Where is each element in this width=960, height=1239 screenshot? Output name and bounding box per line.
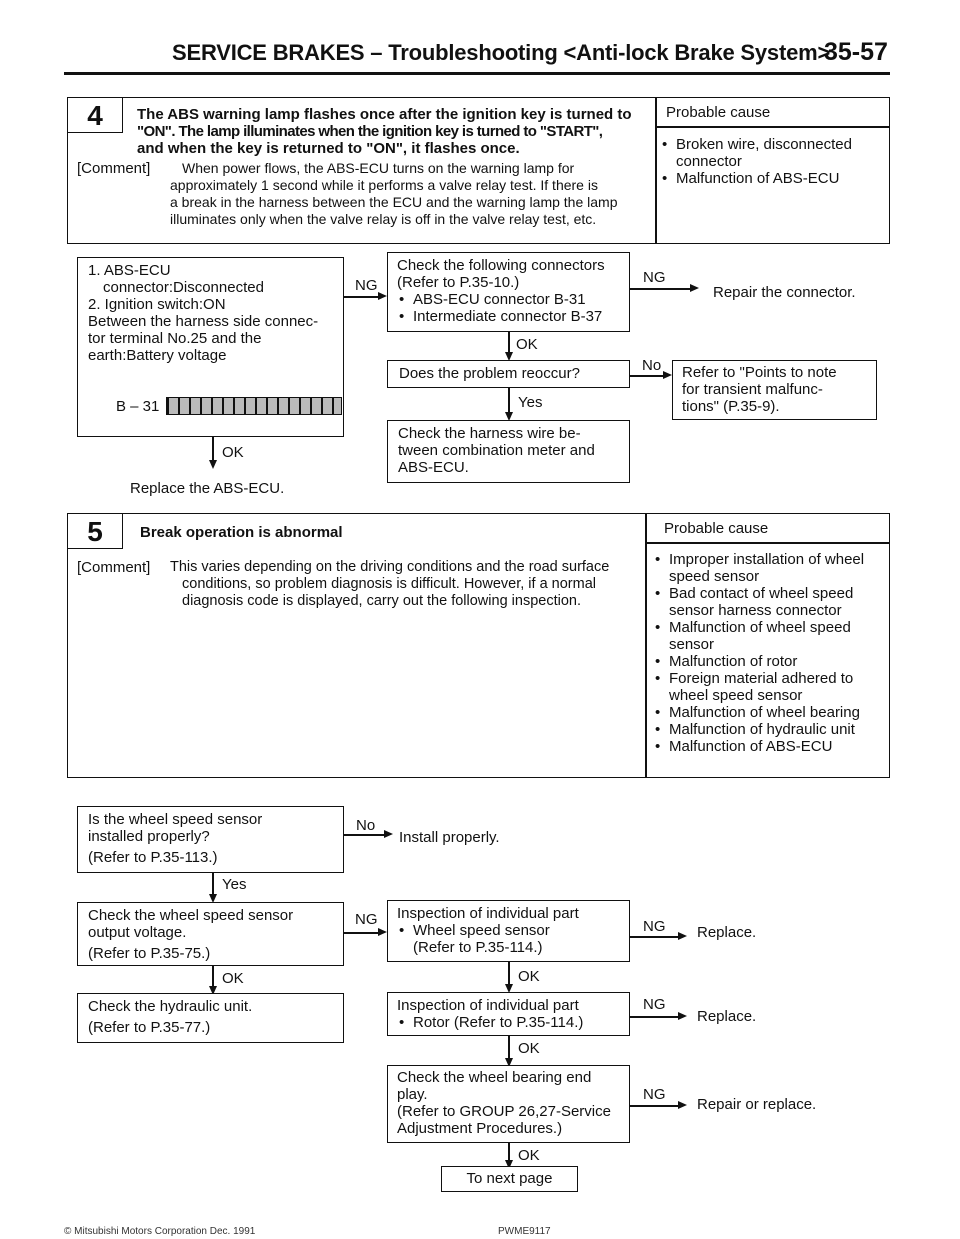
flow4-check-line: 1. ABS-ECU xyxy=(88,262,171,279)
flow4-arrow-line xyxy=(212,437,214,461)
section4-cause-list xyxy=(660,136,885,187)
cause-item: • Broken wire, disconnected connector xyxy=(660,136,885,170)
flow5-ng4-label: NG xyxy=(643,1086,666,1103)
flow4-ng-line xyxy=(344,296,378,298)
flow5-q4-line: (Refer to P.35-77.) xyxy=(88,1019,211,1036)
flow5-q1-line: Is the wheel speed sensor xyxy=(88,811,263,828)
flow5-yes-line xyxy=(212,873,214,896)
section4-comment-line: When power flows, the ABS-ECU turns on the warning lamp for xyxy=(182,160,575,176)
flow4-reoccur-text: Does the problem reoccur? xyxy=(399,365,580,382)
connector-label: B – 31 xyxy=(116,398,160,415)
cause-item: • Malfunction of wheel bearing xyxy=(653,704,878,721)
flow5-ok2-line xyxy=(508,962,510,986)
flow4-ng-arrow xyxy=(378,292,387,300)
flow4-connector-text xyxy=(397,257,627,325)
section5-cause-header: Probable cause xyxy=(664,520,769,537)
section4-cause-rule xyxy=(655,126,890,128)
flow5-q3-list xyxy=(397,922,627,939)
flow5-q3-line: Inspection of individual part xyxy=(397,905,579,922)
flow4-no-line xyxy=(630,375,663,377)
flow4-ok-label: OK xyxy=(222,444,244,461)
flow4-harness-line: Check the harness wire be- xyxy=(398,425,581,442)
flow5-q5-item: • Rotor (Refer to P.35-114.) xyxy=(397,1014,627,1031)
flow4-arrow-head xyxy=(209,460,217,469)
flow5-output-voltage-text xyxy=(88,907,340,962)
flow5-ng1-arrow xyxy=(378,928,387,936)
flow5-q2-line: Check the wheel speed sensor xyxy=(88,907,294,924)
header-rule xyxy=(64,72,890,75)
flow4-ng2-arrow xyxy=(690,284,699,292)
flow5-yes-label: Yes xyxy=(222,876,247,893)
flow4-ng-label: NG xyxy=(355,277,378,294)
page-title: SERVICE BRAKES – Troubleshooting <Anti-lock Brake System> xyxy=(172,40,831,65)
section4-title-line: The ABS warning lamp flashes once after the ignition key is turned to xyxy=(137,106,632,123)
flow5-ng1-line xyxy=(344,932,378,934)
cause-item: • Malfunction of hydraulic unit xyxy=(653,721,878,738)
flow4-connector-line: Check the following connectors xyxy=(397,257,605,274)
flow4-yes-line xyxy=(508,388,510,414)
cause-item: • Malfunction of ABS-ECU xyxy=(660,170,885,187)
section5-cause-rule xyxy=(645,542,890,544)
flow4-connector-item: • Intermediate connector B-37 xyxy=(397,308,627,325)
flow5-ng4-line xyxy=(630,1105,678,1107)
flow5-ng2-arrow xyxy=(678,932,687,940)
flow5-ng3-arrow xyxy=(678,1012,687,1020)
flow4-check-line: tor terminal No.25 and the xyxy=(88,330,262,347)
flow5-q6-line: Adjustment Procedures.) xyxy=(397,1120,563,1137)
to-next-page-text: To next page xyxy=(466,1170,553,1187)
replace-text-1: Replace. xyxy=(697,924,757,941)
section5-title: Break operation is abnormal xyxy=(140,524,343,541)
flow5-ok1-line xyxy=(212,966,214,988)
flow5-q6-line: Check the wheel bearing end xyxy=(397,1069,592,1086)
flow4-ng2-label: NG xyxy=(643,269,666,286)
flow5-ng2-label: NG xyxy=(643,918,666,935)
flow4-transient-line: tions" (P.35-9). xyxy=(682,398,780,415)
section4-divider xyxy=(655,97,657,244)
flow5-no-line xyxy=(344,834,384,836)
cause-item: • Foreign material adhered to wheel speed sensor xyxy=(653,670,878,704)
flow4-replace-ecu: Replace the ABS-ECU. xyxy=(130,480,285,497)
flow4-ok2-line xyxy=(508,332,510,354)
footer-code: PWME9117 xyxy=(498,1226,551,1237)
flow5-no-arrow xyxy=(384,830,393,838)
flow5-ok3-line xyxy=(508,1036,510,1060)
section4-comment-line: approximately 1 second while it performs a valve relay test. If there is xyxy=(170,177,598,193)
footer-copyright: © Mitsubishi Motors Corporation Dec. 1991 xyxy=(64,1226,256,1237)
flow5-q6-line: (Refer to GROUP 26,27-Service xyxy=(397,1103,611,1120)
flow4-transient-line: for transient malfunc- xyxy=(682,381,823,398)
replace-text-2: Replace. xyxy=(697,1008,757,1025)
cause-item: • Bad contact of wheel speed sensor harness connector xyxy=(653,585,878,619)
section5-number: 5 xyxy=(67,513,123,549)
flow5-ng3-label: NG xyxy=(643,996,666,1013)
section5-comment-line: conditions, so problem diagnosis is difficult. However, if a normal xyxy=(182,576,596,592)
flow4-check-line: connector:Disconnected xyxy=(103,279,264,296)
flow5-q6-line: play. xyxy=(397,1086,428,1103)
section4-comment xyxy=(170,160,652,228)
flow4-ng2-line xyxy=(630,288,690,290)
flow5-sensor-installed-text xyxy=(88,811,340,866)
repair-replace-text: Repair or replace. xyxy=(697,1096,817,1113)
flow5-no-label: No xyxy=(356,817,376,834)
flow5-q4-line: Check the hydraulic unit. xyxy=(88,998,253,1015)
flow4-harness-text xyxy=(398,425,628,476)
flow5-q3-ref: (Refer to P.35-114.) xyxy=(413,939,543,956)
section4-comment-line: illuminates only when the valve relay is off in the valve relay test, etc. xyxy=(170,211,597,227)
section5-comment-line: diagnosis code is displayed, carry out the following inspection. xyxy=(182,593,581,609)
flow4-connector-line: (Refer to P.35-10.) xyxy=(397,274,520,291)
flow5-ok1-label: OK xyxy=(222,970,244,987)
flow5-q1-line: installed properly? xyxy=(88,828,210,845)
flow5-hydraulic-text xyxy=(88,998,340,1036)
flow4-connector-item: • ABS-ECU connector B-31 xyxy=(397,291,627,308)
flow4-transient-text xyxy=(682,364,874,415)
flow4-no-label: No xyxy=(642,357,662,374)
flow4-connector-list xyxy=(397,291,627,325)
section5-comment-line: This varies depending on the driving conditions and the road surface xyxy=(170,559,610,575)
section4-title xyxy=(137,106,652,157)
flow5-q2-line: output voltage. xyxy=(88,924,187,941)
page-number: 35-57 xyxy=(824,38,888,66)
section4-title-line: "ON". The lamp illuminates when the ignition key is turned to "START", xyxy=(137,123,603,140)
flow5-ng3-line xyxy=(630,1016,678,1018)
flow5-q2-line: (Refer to P.35-75.) xyxy=(88,945,211,962)
section4-number: 4 xyxy=(67,97,123,133)
section5-divider xyxy=(645,513,647,778)
section5-comment xyxy=(170,559,642,610)
flow5-ok3-label: OK xyxy=(518,1040,540,1057)
section5-cause-list xyxy=(653,551,878,755)
flow4-harness-line: ABS-ECU. xyxy=(398,459,469,476)
section4-comment-line: a break in the harness between the ECU and the warning lamp the lamp xyxy=(170,194,618,210)
flow4-check-line: Between the harness side connec- xyxy=(88,313,319,330)
section4-comment-label: [Comment] xyxy=(77,160,151,177)
cause-item: • Improper installation of wheel speed sensor xyxy=(653,551,878,585)
flow5-q5-list xyxy=(397,1014,627,1031)
cause-item: • Malfunction of rotor xyxy=(653,653,878,670)
flow4-yes-label: Yes xyxy=(518,394,543,411)
flow5-ng1-label: NG xyxy=(355,911,378,928)
flow5-q1-line: (Refer to P.35-113.) xyxy=(88,849,218,866)
flow4-no-arrow xyxy=(663,371,672,379)
flow4-check-line: earth:Battery voltage xyxy=(88,347,227,364)
flow4-check-line: 2. Ignition switch:ON xyxy=(88,296,226,313)
flow5-rotor-text xyxy=(397,997,627,1031)
section5-comment-label: [Comment] xyxy=(77,559,151,576)
flow4-harness-line: tween combination meter and xyxy=(398,442,595,459)
flow5-ok4-label: OK xyxy=(518,1147,540,1164)
section4-cause-header: Probable cause xyxy=(666,104,771,121)
flow5-ok2-label: OK xyxy=(518,968,540,985)
flow5-ng4-arrow xyxy=(678,1101,687,1109)
flow5-q5-line: Inspection of individual part xyxy=(397,997,579,1014)
connector-pins-diagram xyxy=(166,397,342,415)
cause-item: • Malfunction of ABS-ECU xyxy=(653,738,878,755)
flow5-wheel-sensor-text xyxy=(397,905,627,956)
install-properly-text: Install properly. xyxy=(399,829,500,846)
flow5-bearing-text xyxy=(397,1069,627,1137)
cause-item: • Malfunction of wheel speed sensor xyxy=(653,619,878,653)
flow4-ok2-label: OK xyxy=(516,336,538,353)
flow4-transient-line: Refer to "Points to note xyxy=(682,364,837,381)
flow5-q3-item: • Wheel speed sensor xyxy=(397,922,627,939)
section4-title-line: and when the key is returned to "ON", it flashes once. xyxy=(137,140,520,157)
flow5-ng2-line xyxy=(630,936,678,938)
repair-connector-text: Repair the connector. xyxy=(713,284,856,301)
flow4-check-text xyxy=(88,262,340,364)
